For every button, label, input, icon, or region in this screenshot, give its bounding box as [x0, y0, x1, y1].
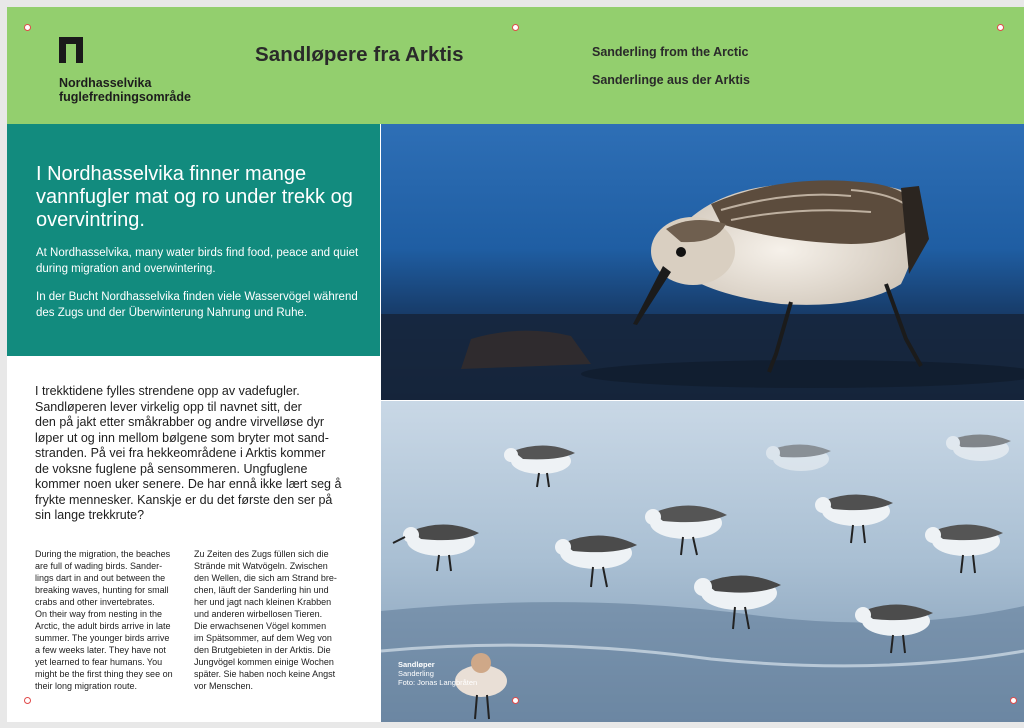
sanderling-closeup-photo	[381, 124, 1024, 400]
crop-marker	[1010, 697, 1017, 704]
gate-logo-icon	[59, 37, 83, 63]
caption-species-english: Sanderling	[398, 669, 434, 678]
crop-marker	[512, 697, 519, 704]
lead-german: In der Bucht Nordhasselvika finden viele Wasservögel während des Zugs und der Überwinterung Nahrung und Ruhe.	[36, 291, 358, 319]
page-title: Sandløpere fra Arktis	[255, 43, 464, 66]
crop-marker	[24, 697, 31, 704]
org-name-line1: Nordhasselvika	[59, 76, 152, 90]
sanderling-flock-photo	[381, 401, 1024, 722]
body-german: Zu Zeiten des Zugs füllen sich die Strände mit Watvögeln. Zwischen den Wellen, die sich am Strand bre- chen, läuft der Sanderling hin und her und jagt nach kleinen Krabben und anderen wirbellosen Tieren. Die erwachsenen Vögel kommen im Spätsommer, auf dem Weg von den Brutgebieten in der Arktis. Die Jungvögel kommen einige Wochen später. Sie haben noch keine Angst vor Menschen.	[194, 549, 337, 691]
brochure-page	[7, 7, 1024, 722]
crop-marker	[512, 24, 519, 31]
subtitle-german: Sanderlinge aus der Arktis	[592, 73, 750, 87]
body-english: During the migration, the beaches are full of wading birds. Sander- lings dart in and out between the breaking waves, hunting for small crabs and other invertebrates. On their way from nesting in the Arctic, the adult birds arrive in late summer. The younger birds arrive a few weeks later. They have not yet learned to fear humans. You might be the first thing they see on their long migration route.	[35, 549, 173, 691]
crop-marker	[997, 24, 1004, 31]
lead-english: At Nordhasselvika, many water birds find food, peace and quiet during migration and overwintering.	[36, 247, 359, 275]
crop-marker	[24, 24, 31, 31]
subtitle-english: Sanderling from the Arctic	[592, 45, 749, 59]
body-norwegian: I trekktidene fylles strendene opp av vadefugler. Sandløperen lever virkelig opp til navnet sitt, der den på jakt etter småkrabber og andre virvelløse dyr løper ut og inn mellom bølgene som bryter mot sand- stranden. På vei fra hekkeområdene i Arktis kommer de voksne fuglene på sensommeren. Ungfuglene kommer noen uker senere. De har ennå ikke lært seg å frykte mennesker. Kanskje er du det første den ser på sin lange trekkrute?	[35, 384, 342, 522]
org-name-line2: fuglefredningsområde	[59, 90, 191, 104]
caption-photo-credit: Foto: Jonas Langbråten	[398, 678, 478, 687]
lead-norwegian: I Nordhasselvika finner mange vannfugler mat og ro under trekk og overvintring.	[36, 163, 353, 231]
lead-panel	[7, 124, 380, 356]
caption-species-norwegian: Sandløper	[398, 660, 435, 669]
